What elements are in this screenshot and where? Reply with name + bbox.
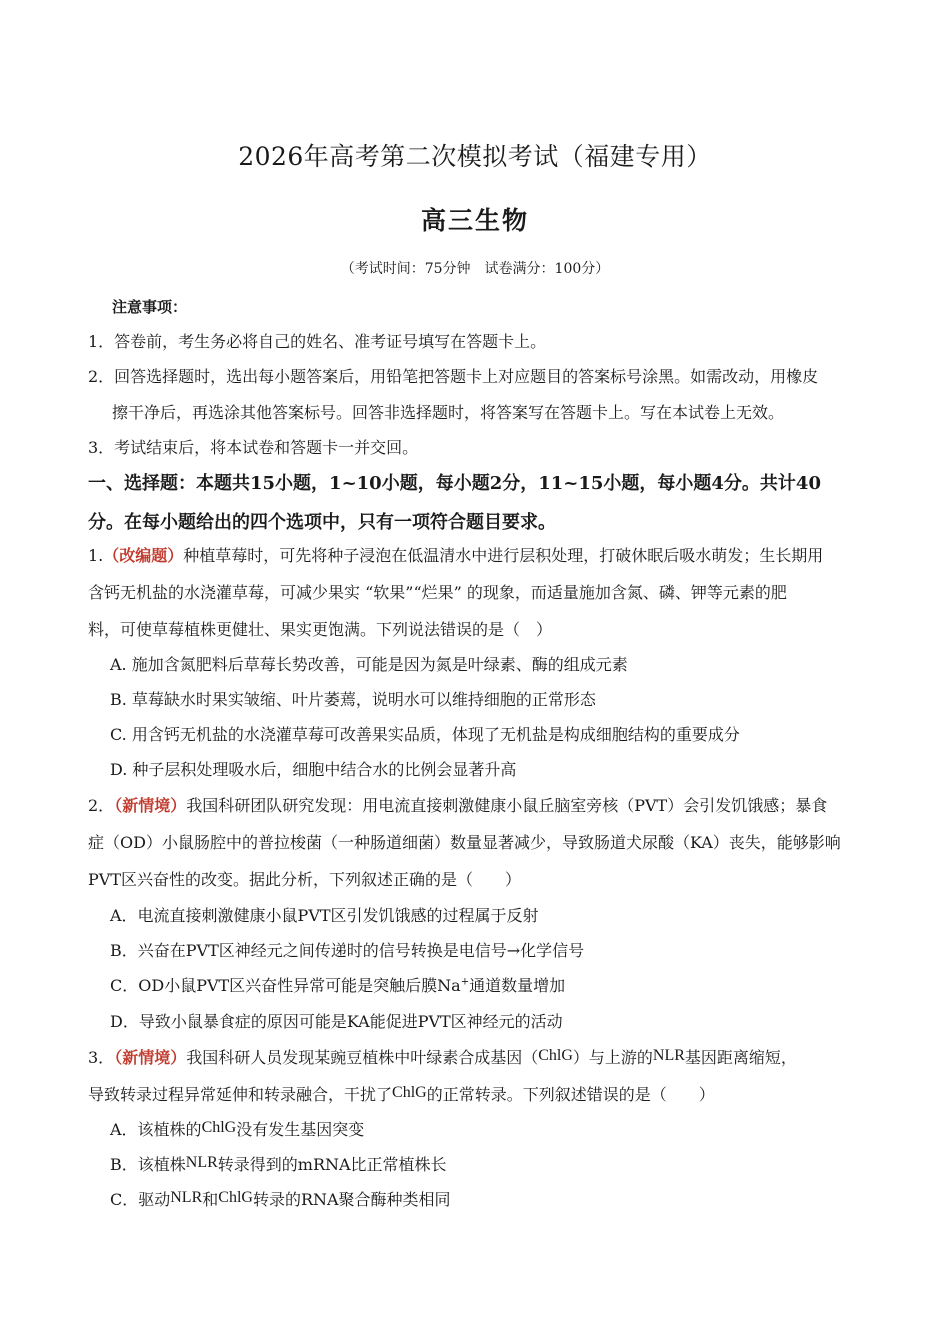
notice-item: 1．答卷前，考生务必将自己的姓名、准考证号填写在答题卡上。 (88, 332, 547, 351)
question-text: 的正常转录。下列叙述错误的是（ ） (426, 1085, 715, 1104)
option-d: D. 种子层积处理吸水后，细胞中结合水的比例会显著升高 (110, 760, 517, 779)
section-heading: 一、选择题：本题共15小题，1~10小题，每小题2分，11~15小题，每小题4分。共计40 (88, 473, 821, 494)
gene-name: ChlG (392, 1084, 427, 1101)
question-number: 3． (88, 1048, 115, 1067)
exam-info: （考试时间：75分钟 试卷满分：100分） (340, 261, 610, 277)
question-3-line (88, 1045, 797, 1068)
question-number: 2． (88, 796, 115, 815)
option-c-text: C．OD小鼠PVT区兴奋性异常可能是突触后膜Na (110, 976, 461, 995)
option-a (110, 1117, 364, 1140)
question-text: 种植草莓时，可先将种子浸泡在低温清水中进行层积处理，打破休眠后吸水萌发；生长期用 (183, 546, 824, 565)
question-2-line (88, 793, 827, 816)
question-tag: （新情境） (114, 796, 187, 815)
option-text: 和 (202, 1190, 219, 1209)
option-text: 没有发生基因突变 (236, 1120, 365, 1139)
option-a: A．电流直接刺激健康小鼠PVT区引发饥饿感的过程属于反射 (110, 906, 539, 925)
option-text: A．该植株的 (110, 1120, 202, 1139)
gene-name: ChlG (201, 1119, 237, 1136)
option-text: 转录的RNA聚合酶种类相同 (252, 1190, 451, 1209)
option-text: 转录得到的mRNA比正常植株长 (217, 1155, 447, 1174)
notice-heading: 注意事项： (112, 298, 188, 316)
subject-title: 高三生物 (420, 206, 529, 235)
question-2-line: PVT区兴奋性的改变。据此分析，下列叙述正确的是（ ） (88, 870, 521, 889)
gene-name: NLR (652, 1047, 685, 1064)
notice-item: 擦干净后，再选涂其他答案标号。回答非选择题时，将答案写在答题卡上。写在本试卷上无效。 (112, 403, 785, 422)
option-a: A. 施加含氮肥料后草莓长势改善，可能是因为氮是叶绿素、酶的组成元素 (110, 655, 628, 674)
superscript: + (460, 976, 470, 988)
exam-title: 2026年高考第二次模拟考试（福建专用） (238, 142, 712, 171)
question-3-line (88, 1082, 715, 1105)
option-c: C. 用含钙无机盐的水浇灌草莓可改善果实品质，体现了无机盐是构成细胞结构的重要成分 (110, 725, 740, 744)
option-text: C．驱动 (110, 1190, 171, 1209)
question-text: 我国科研团队研究发现：用电流直接刺激健康小鼠丘脑室旁核（PVT）会引发饥饿感；暴食 (186, 796, 828, 815)
option-b: B．兴奋在PVT区神经元之间传递时的信号转换是电信号→化学信号 (110, 941, 585, 960)
option-b (110, 1152, 447, 1175)
question-1-line: 料，可使草莓植株更健壮、果实更饱满。下列说法错误的是（ ） (88, 620, 553, 639)
question-2-line: 症（OD）小鼠肠腔中的普拉梭菌（一种肠道细菌）数量显著减少，导致肠道犬尿酸（KA）丧失，能够影响 (88, 833, 841, 852)
option-c (110, 1187, 451, 1210)
question-text: ）与上游的 (572, 1048, 653, 1067)
gene-name: ChlG (538, 1047, 573, 1064)
question-text: 我国科研人员发现某豌豆植株中叶绿素合成基因（ (186, 1048, 539, 1067)
question-1-line: 含钙无机盐的水浇灌草莓，可减少果实 “软果”“烂果” 的现象，而适量施加含氮、磷、钾等元素的肥 (88, 583, 787, 602)
option-c-tail: 通道数量增加 (469, 976, 566, 995)
option-c (110, 973, 565, 996)
question-number: 1. (88, 546, 104, 565)
notice-item: 3．考试结束后，将本试卷和答题卡一并交回。 (88, 438, 419, 457)
question-tag: （新情境） (114, 1048, 187, 1067)
question-tag: （改编题） (103, 546, 184, 565)
gene-name: NLR (170, 1189, 203, 1206)
notice-item: 2．回答选择题时，选出每小题答案后，用铅笔把答题卡上对应题目的答案标号涂黑。如需改动，用橡皮 (88, 367, 819, 386)
option-b: B. 草莓缺水时果实皱缩、叶片萎蔫，说明水可以维持细胞的正常形态 (110, 690, 596, 709)
option-d: D．导致小鼠暴食症的原因可能是KA能促进PVT区神经元的活动 (110, 1012, 563, 1031)
question-text: 导致转录过程异常延伸和转录融合，干扰了 (88, 1085, 393, 1104)
section-heading-cont: 分。在每小题给出的四个选项中，只有一项符合题目要求。 (88, 512, 556, 533)
gene-name: ChlG (218, 1189, 253, 1206)
gene-name: NLR (185, 1154, 218, 1171)
option-text: B．该植株 (110, 1155, 186, 1174)
question-1-line (88, 543, 823, 566)
question-text: 基因距离缩短， (684, 1048, 797, 1067)
